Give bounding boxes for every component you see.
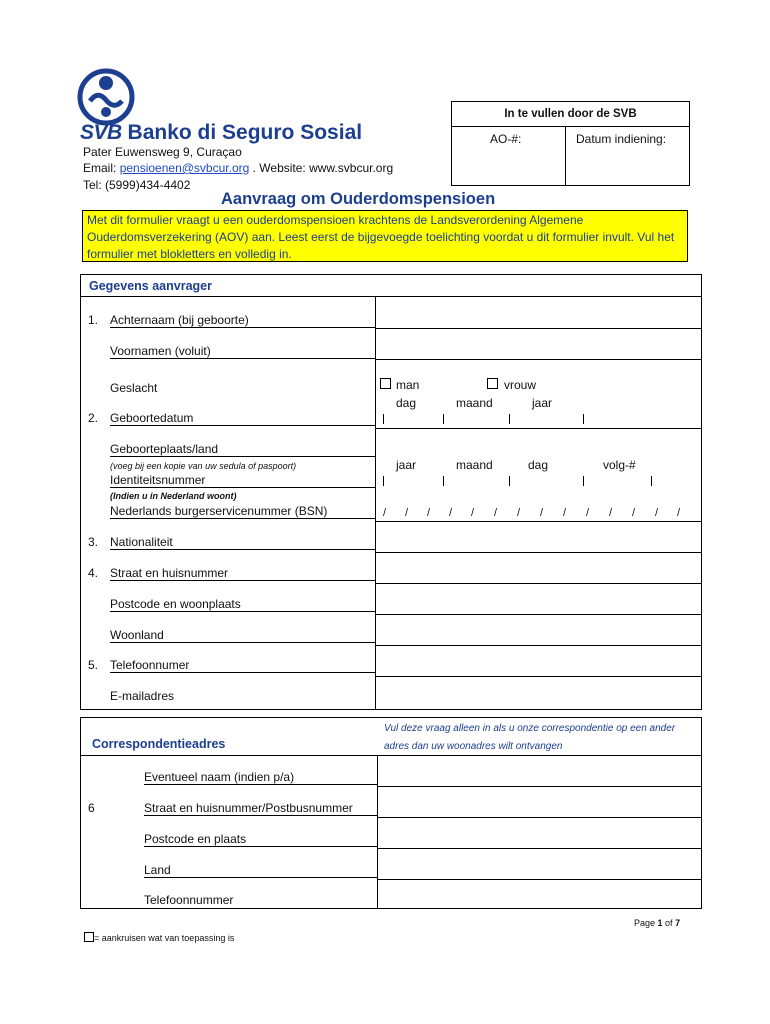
id-number-label: Identiteitsnummer [110, 473, 375, 488]
q6-number: 6 [88, 801, 95, 815]
corr-country-label: Land [144, 863, 377, 878]
gender-label: Geslacht [110, 381, 158, 395]
id-part-month: maand [456, 458, 493, 472]
submission-date-label: Datum indiening: [576, 132, 667, 146]
country-input[interactable] [376, 614, 701, 644]
checkbox-icon [84, 932, 94, 942]
surname-input[interactable] [376, 296, 701, 327]
page-label: Page [634, 918, 658, 928]
id-part-seq: volg-# [603, 458, 636, 472]
notice-box: Met dit formulier vraagt u een ouderdomspensioen krachtens de Landsverordening Algemene Ouderdomsverzekering (AOV) aan. Leest eerst de bijgevoegde toelichting voordat u dit formulier invult. Vul het formulier met blokletters en volledig in. [82, 210, 688, 262]
postcode-input[interactable] [376, 583, 701, 613]
correspondence-note-line2: adres dan uw woonadres wilt ontvangen [384, 741, 563, 752]
section-correspondence-heading: Correspondentieadres [92, 737, 226, 751]
street-input[interactable] [376, 552, 701, 582]
email-label: E-mailadres [110, 689, 175, 703]
date-part-year: jaar [532, 396, 553, 410]
birthplace-input[interactable] [376, 428, 701, 448]
corr-postcode-label: Postcode en plaats [144, 832, 377, 847]
brand-short: SVB [80, 121, 122, 144]
checkbox-female[interactable] [487, 378, 498, 389]
phone-input[interactable] [376, 645, 701, 675]
surname-label: Achternaam (bij geboorte) [110, 313, 375, 328]
id-part-year: jaar [396, 458, 417, 472]
email-input[interactable] [376, 676, 701, 708]
q2-number: 2. [88, 411, 99, 425]
page-indicator [634, 918, 680, 928]
bsn-label: Nederlands burgerservicenummer (BSN) [110, 504, 375, 519]
q1-number: 1. [88, 313, 99, 327]
legend-text: = aankruisen wat van toepassing is [94, 933, 235, 943]
nationality-label: Nationaliteit [110, 535, 375, 550]
corr-name-input[interactable] [378, 755, 701, 785]
corr-street-label: Straat en huisnummer/Postbusnummer [144, 801, 377, 816]
street-label: Straat en huisnummer [110, 566, 375, 581]
svb-logo-icon [76, 68, 136, 126]
q4-number: 4. [88, 566, 99, 580]
date-part-month: maand [456, 396, 493, 410]
address: Pater Euwensweg 9, Curaçao [83, 145, 242, 159]
postcode-label: Postcode en woonplaats [110, 597, 375, 612]
corr-postcode-input[interactable] [378, 817, 701, 847]
country-label: Woonland [110, 628, 375, 643]
page-total: 7 [675, 918, 681, 928]
svb-office-box [451, 101, 690, 186]
corr-phone-input[interactable] [378, 879, 701, 908]
birthdate-label: Geboortedatum [110, 411, 375, 426]
date-part-day: dag [396, 396, 417, 410]
section-applicant-heading: Gegevens aanvrager [89, 279, 212, 293]
checkbox-male[interactable] [380, 378, 391, 389]
q3-number: 3. [88, 535, 99, 549]
checkbox-legend [84, 932, 234, 943]
corr-name-label: Eventueel naam (indien p/a) [144, 770, 377, 785]
email-line [83, 161, 393, 175]
website-text: . Website: www.svbcur.org [249, 161, 394, 175]
brand-name: Banko di Seguro Sosial [127, 121, 363, 144]
ao-number-label: AO-#: [490, 132, 522, 146]
nationality-input[interactable] [376, 521, 701, 551]
id-note: (voeg bij een kopie van uw sedula of paspoort) [110, 461, 297, 471]
page-of: of [662, 918, 676, 928]
correspondence-note-line1: Vul deze vraag alleen in als u onze correspondentie op een ander [384, 723, 676, 734]
page-current: 1 [657, 918, 663, 928]
birthplace-label: Geboorteplaats/land [110, 442, 375, 457]
brand-logo-text [80, 121, 362, 145]
corr-street-input[interactable] [378, 786, 701, 816]
id-part-day: dag [528, 458, 549, 472]
email-link[interactable]: pensioenen@svbcur.org [119, 161, 250, 175]
svb-box-title: In te vullen door de SVB [452, 102, 689, 127]
phone-line: Tel: (5999)434-4402 [83, 178, 191, 192]
male-label: man [396, 378, 420, 392]
corr-country-input[interactable] [378, 848, 701, 878]
firstnames-input[interactable] [376, 328, 701, 358]
q5-number: 5. [88, 658, 99, 672]
form-title: Aanvraag om Ouderdomspensioen [221, 190, 496, 208]
nl-note: (Indien u in Nederland woont) [110, 491, 237, 501]
phone-label: Telefoonnumer [110, 658, 375, 673]
female-label: vrouw [504, 378, 537, 392]
corr-phone-label: Telefoonnummer [144, 893, 234, 907]
email-label: Email: [83, 161, 120, 175]
firstnames-label: Voornamen (voluit) [110, 344, 375, 359]
